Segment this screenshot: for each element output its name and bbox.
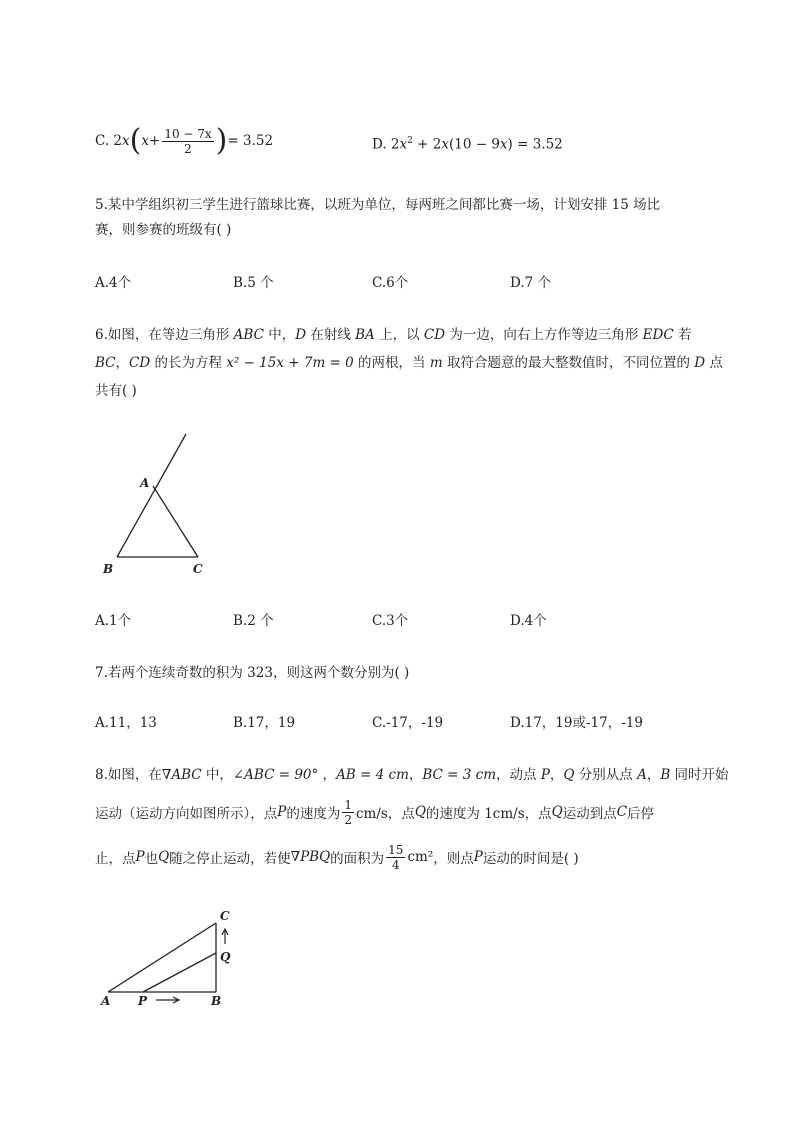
q8-t4: ∠ABC = 90° [232,767,319,783]
q6-side-ca [153,486,198,557]
q8-u5: Q [414,804,426,820]
q7-option-b: B.17，19 [233,715,296,731]
q8-u4: cm/s，点 [355,806,415,822]
q8-speed-den: 2 [344,812,352,827]
q8-area-num: 15 [388,842,404,857]
q6-t5: 在射线 [306,327,356,343]
q6-u7: m [429,355,443,371]
q8-w11: 运动的时间是( ) [482,851,579,867]
q6-t8: CD [423,327,446,343]
q7-option-d: D.17，19或-17，-19 [510,715,643,731]
q4-c-equals: = 3.52 [227,133,274,149]
q8-u1: 运动（运动方向如图所示），点 [95,806,278,822]
q6-u9: D [694,355,706,371]
q8-w8: cm² [407,849,434,865]
q8-u6: 的速度为 1cm/s，点 [425,806,552,822]
q5-option-c: C.6个 [372,275,409,291]
q8-u2: P [277,804,287,820]
q6-t10: EDC [642,327,674,343]
q8-w9: ，则点 [433,851,474,867]
q8-w7: 的面积为 [330,851,385,867]
q5-line-2: 赛，则参赛的班级有( ) [95,222,232,238]
q8-speed-fraction [342,798,354,827]
q6-label-c: C [193,562,203,576]
q8-t9: ，动点 [496,767,541,783]
q6-t1: 6.如图，在等边三角形 [95,327,234,343]
q6-equation: x² − 15x + 7m = 0 [226,355,354,371]
q8-line-1 [95,765,729,785]
q6-option-a: A.1个 [95,613,132,629]
q8-w10: P [473,849,483,865]
q8-label-q: Q [220,950,231,964]
q8-t1: 8.如图，在 [95,767,162,783]
q8-u7: Q [551,804,563,820]
q8-t11: ， [549,767,564,783]
q4-c-numerator: 10 − 7x [164,126,212,141]
q8-area-fraction [386,843,405,872]
q7-option-a: A.11，13 [95,715,157,731]
q6-label-b: B [103,562,114,576]
q8-w3: 也 [144,851,159,867]
q8-t16: B [660,767,671,783]
q8-t13: 分别从点 [574,767,638,783]
q8-w6: ∇PBQ [290,849,331,865]
q6-t11: 若 [673,327,692,343]
q8-w1: 止，点 [95,851,136,867]
q8-t12: Q [563,767,575,783]
q6-t4: D [295,327,307,343]
q4-c-open-paren: ( [129,123,142,158]
q6-label-a: A [140,476,150,490]
q4-c-close-paren: ) [215,123,228,158]
q8-t3: 中， [201,767,233,783]
q8-w5: 随之停止运动，若使 [169,851,291,867]
q8-label-b: B [211,994,222,1008]
q8-t17: 同时开始 [670,767,729,783]
q8-w4: Q [158,849,170,865]
q6-t6: BA [355,327,375,343]
q6-t3: 中， [263,327,296,343]
q5-option-a: A.4个 [95,275,132,291]
q6-u6: 的两根，当 [353,355,430,371]
q4-c-plus: + [149,133,161,149]
q8-t6: AB = 4 cm [336,767,409,783]
q6-option-d: D.4个 [510,613,547,629]
q8-u3: 的速度为 [286,806,341,822]
q8-u9: C [616,804,628,820]
q8-speed-num: 1 [344,797,352,812]
q4-c-var2: x [141,133,149,149]
q4-d-sup: 2 [407,136,413,146]
q6-line-3: 共有( ) [95,383,137,399]
q4-d-label: D. 2 [372,136,400,153]
q8-label-p: P [138,994,148,1008]
q4-d-mid: + 2 [412,136,442,153]
q8-label-c: C [220,909,230,923]
q6-u1: BC [95,355,116,371]
q8-label-a: A [101,994,111,1008]
q6-u10: 点 [705,355,723,371]
q6-u8: 取符合题意的最大整数值时，不同位置的 [442,355,695,371]
q4-c-denominator: 2 [184,141,192,156]
q4-c-var: x [122,133,130,149]
q8-u10: 后停 [627,806,655,822]
q6-u2: ， [115,355,130,371]
q7-option-c: C.-17，-19 [372,715,444,731]
q6-t7: 上，以 [374,327,424,343]
q8-t2: ∇ABC [161,767,202,783]
q8-t5: ， [318,767,337,783]
q5-option-b: B.5 个 [233,275,274,291]
q8-t15: ， [646,767,661,783]
q6-option-b: B.2 个 [233,613,274,629]
q8-t8: BC = 3 cm [422,767,497,783]
q5-option-d: D.7 个 [510,275,552,291]
q5-line-1: 5.某中学组织初三学生进行篮球比赛，以班为单位，每两班之间都比赛一场，计划安排 15 场比 [95,197,661,213]
q6-t9: 为一边，向右上方作等边三角形 [445,327,643,343]
q4-d-paren: (10 − 9 [448,136,500,153]
q4-d-var3: x [499,136,508,153]
q8-w2: P [135,849,145,865]
q7-line-1: 7.若两个连续奇数的积为 323，则这两个数分别为( ) [95,665,410,681]
q4-c-label: C. 2 [95,133,123,149]
q6-u3: CD [129,355,151,371]
q6-option-c: C.3个 [372,613,409,629]
q4-d-end: ) = 3.52 [507,136,563,153]
q6-ray-ba [117,434,186,557]
q8-segment-pq [143,953,216,992]
q4-d-var2: x [441,136,449,153]
q8-u8: 运动到点 [562,806,617,822]
q4-d-var: x [399,136,408,153]
q6-t2: ABC [233,327,264,343]
q8-area-den: 4 [391,857,400,872]
q8-t14: A [637,767,647,783]
q6-u4: 的长为方程 [150,355,227,371]
q8-line-3 [95,840,579,874]
q8-t10: P [540,767,550,783]
q8-line-2 [95,795,654,829]
q8-t7: ， [408,767,423,783]
